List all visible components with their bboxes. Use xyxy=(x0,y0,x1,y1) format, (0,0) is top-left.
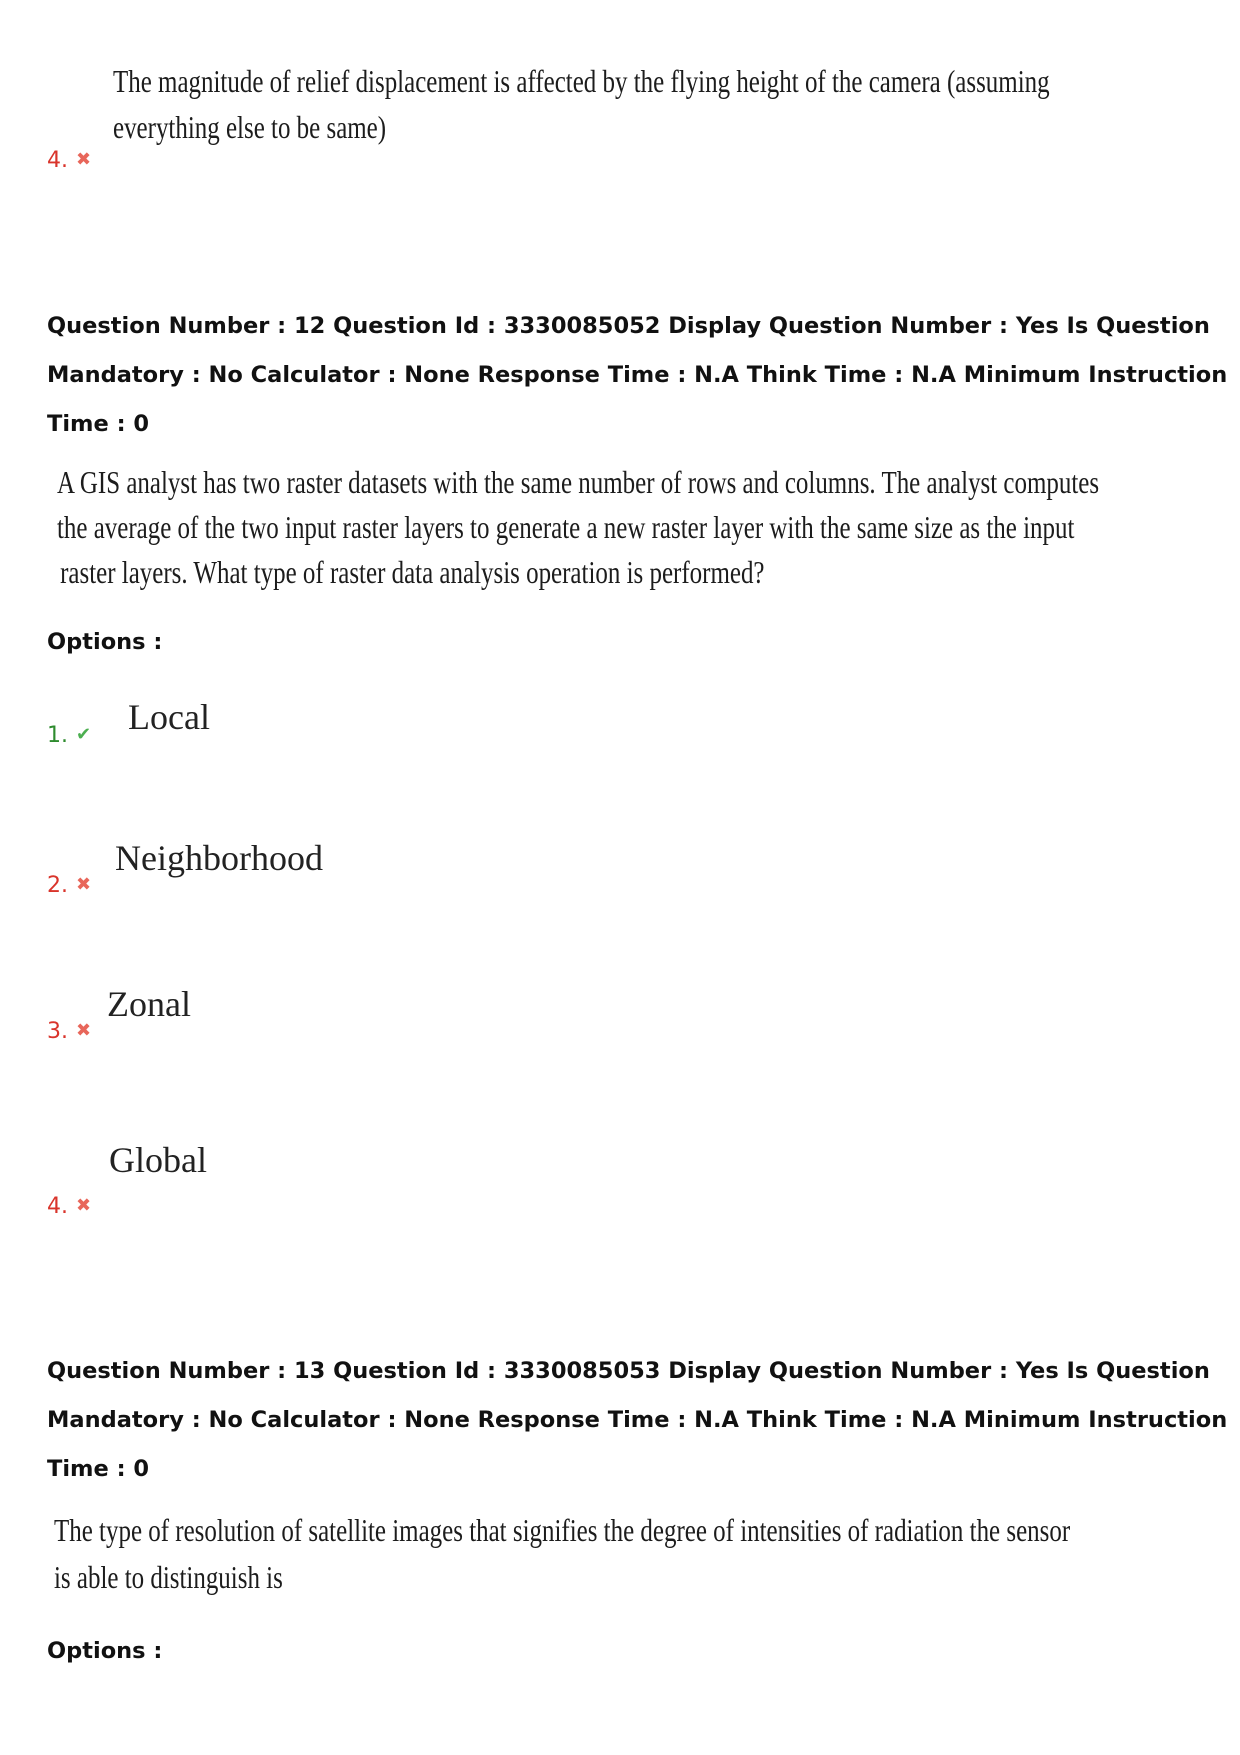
prev-option-4-text xyxy=(113,58,1050,150)
question-line: A GIS analyst has two raster datasets with the same number of rows and columns. The analyst computes xyxy=(57,464,1100,500)
option-1-label xyxy=(47,722,91,749)
question-line: is able to distinguish is xyxy=(54,1559,283,1595)
meta-line: Time : 0 xyxy=(47,411,150,437)
option-number: 4. xyxy=(47,1194,68,1219)
prev-option-4-label xyxy=(47,147,91,174)
cross-icon: ✖ xyxy=(76,1020,92,1041)
meta-line: Question Number : 12 Question Id : 3330085052 Display Question Number : Yes Is Question xyxy=(47,313,1210,339)
cross-icon: ✖ xyxy=(76,1195,92,1216)
meta-line: Mandatory : No Calculator : None Response Time : N.A Think Time : N.A Minimum Instruction xyxy=(47,362,1228,388)
prev-option-4-line-1: The magnitude of relief displacement is affected by the flying height of the camera (assuming xyxy=(113,63,1050,99)
option-3-label xyxy=(47,1018,91,1045)
option-4-text: Global xyxy=(109,1140,207,1180)
question-13-options-label: Options : xyxy=(47,1638,163,1664)
option-2-label xyxy=(47,872,91,899)
option-number: 4. xyxy=(47,148,68,173)
meta-line: Mandatory : No Calculator : None Response Time : N.A Think Time : N.A Minimum Instruction xyxy=(47,1407,1228,1433)
cross-icon: ✖ xyxy=(76,149,92,170)
prev-option-4-line-2: everything else to be same) xyxy=(113,109,387,145)
option-number: 2. xyxy=(47,873,68,898)
meta-line: Question Number : 13 Question Id : 3330085053 Display Question Number : Yes Is Question xyxy=(47,1358,1210,1384)
check-icon: ✔ xyxy=(76,724,92,745)
meta-line: Time : 0 xyxy=(47,1456,150,1482)
question-13-meta xyxy=(47,1347,1227,1494)
question-13-text xyxy=(54,1507,1070,1601)
option-number: 3. xyxy=(47,1019,68,1044)
question-line: the average of the two input raster layers to generate a new raster layer with the same size as the input xyxy=(57,509,1075,545)
question-12-options-label: Options : xyxy=(47,629,163,655)
option-number: 1. xyxy=(47,723,68,748)
option-2-text: Neighborhood xyxy=(115,838,323,878)
question-line: raster layers. What type of raster data analysis operation is performed? xyxy=(60,554,765,590)
question-12-text xyxy=(57,460,1099,595)
option-3-text: Zonal xyxy=(107,984,191,1024)
option-1-text: Local xyxy=(128,697,210,737)
cross-icon: ✖ xyxy=(76,874,92,895)
question-line: The type of resolution of satellite images that signifies the degree of intensities of radiation the sensor xyxy=(54,1512,1071,1548)
question-12-meta xyxy=(47,302,1227,449)
option-4-label xyxy=(47,1193,91,1220)
